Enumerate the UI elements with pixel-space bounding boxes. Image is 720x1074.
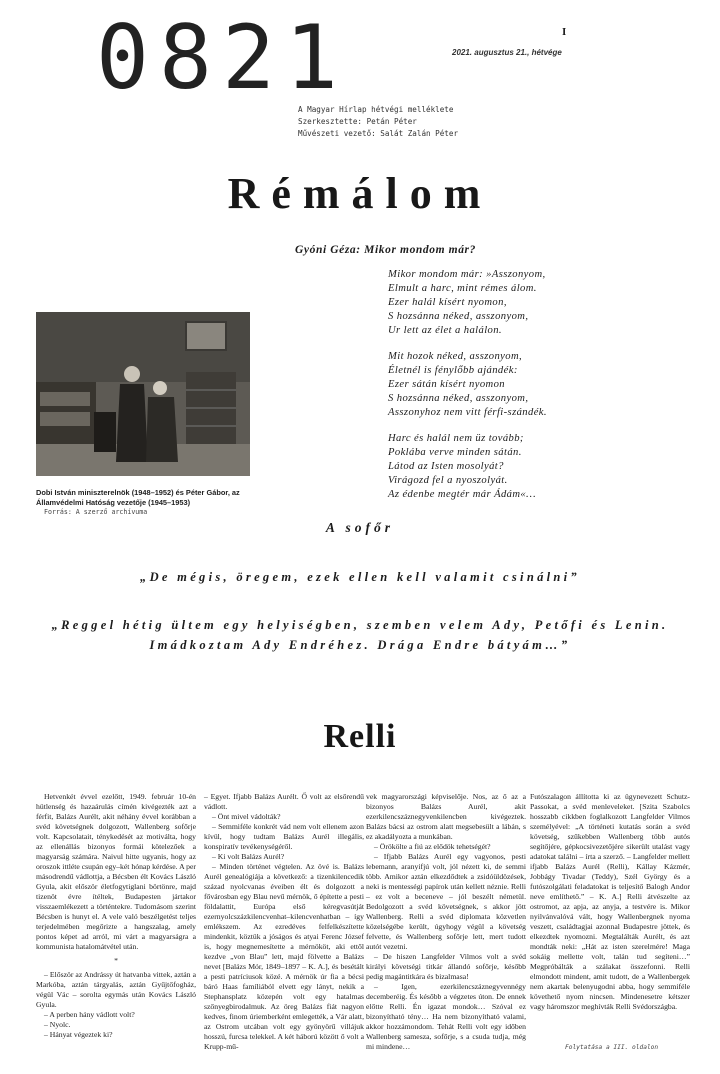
article-paragraph: – Minden történet végtelen. Az övé is. Balázs Aurél genealógiája a következő: a tizenkilencedik század nyolcvanas éveiben élt és dolgozott a fővárosban egy Blau nevű mérnök, ő építette a pesti földalattit, Európa első kéregvasútját ezernyolcszázkilencvenhat–kilencvenhatban – így emlékszem. Az ezredéves felfelkészítette mindenkit, köztük a jóságos és atyai Ferenc József is, hogy megnemesítette a mérnököt, aki ettől kezdve „von Blau” lett, majd fölvette a Balázs nevet [Balázs Mór, 1849–1897 – K. A.], és besétált a pesti patríciusok közé. A mérnök úr fia a bécsi báró Haas famíliából elvett egy lányt, nekik a Stephansplatz közepén volt egy hatalmas szőnyegbirodalmuk. Az öreg Balázs fiát nagyon kedves, finom úriemberként emlegették, a Vár alatt, az Ostrom utcában volt egy gyönyörű villájuk hosszú, furcsa telekkel. A két háború között ő volt a Krupp-mű- — [204, 862, 364, 1051]
continuation-note: Folytatása a III. oldalon — [565, 1044, 659, 1051]
article-paragraph: – Ki volt Balázs Aurél? — [212, 852, 285, 861]
poem-line: Ezer sátán kísért nyomon — [388, 379, 505, 390]
article-column-1 — [36, 792, 196, 1040]
poem — [388, 268, 547, 514]
issue-date: 2021. augusztus 21., hétvége — [452, 48, 562, 57]
main-title: Rémálom — [227, 169, 493, 218]
article-paragraph: Hetvenkét évvel ezelőtt, 1949. február 10-én hütlenség és hazaárulás címén kivégezték azt a férfit, Balázs Aurélt, akit néhány évvel korábban a svéd követségnek dolgozott, Wallenberg sofőrje volt. Kapcsolatait, ténykedését az motiválta, hogy az ellenállás bizonyos formái kötelezőek a magyarság számára. Naivul hitte ugyanis, hogy az oroszok ittléte csupán egy–két hónap kérdése. A per másodrendű vádlottja, a Bécsben élt Kovács László Gyula, akit először életfogytiglani börtönre, majd tizenöt évre ítéltek, Budapesten jártakor visszaemlékezett a történtekre. Tudomásom szerint Bécsben is hunyt el. A vele való beszélgetést teljes terjedelmében megőrizte a hangszalag, amely pontos képet ad arról, mi várt a magyarságra a kommunista hatalomátvétel után. — [36, 792, 196, 951]
poem-line: S hozsánna néked, asszonyom, — [388, 311, 529, 322]
poem-stanza — [388, 432, 547, 502]
poem-line: Virágozd fel a nyoszolyát. — [388, 475, 508, 486]
poem-line: Harc és halál nem üz tovább; — [388, 433, 524, 444]
article-paragraph: vek magyarországi képviselője. Nos, az ő az a bizonyos Balázs Aurél, akit ezerkilencszáznegyvenkilencben kivégeztek. Balázs bácsi az ostrom alatt megsebesült a lábán, s ez akadályozta a munkában. — [366, 792, 526, 841]
article-paragraph: – De hiszen Langfelder Vilmos volt a svéd királyi követségi titkár állandó sofőrje, később pedig magántitkára és bizalmasa! — [366, 952, 526, 981]
article-column-3 — [366, 792, 526, 1052]
credit-line-editor: Szerkesztette: Petán Péter — [298, 117, 417, 126]
credits — [298, 104, 458, 140]
photo-illustration — [36, 312, 250, 476]
poem-stanza — [388, 350, 547, 420]
article-paragraph: – Igen, ezerkilencszáznegyvennégy decemberéig. És később a végzetes úton. De ennek előtte Relli. Én igazat mondok… Szóval ez bizonyítható tény… Ha nem bizonyítható valami, akkor hozzámondom. Tehát Relli volt egy időben Wallenberg samesza, sofőrje, s a csuda tudja, még mi mindene… — [366, 982, 526, 1051]
poem-line: Poklába verve minden sátán. — [388, 447, 522, 458]
poem-line: Ezer halál kísért nyomon, — [388, 297, 507, 308]
pull-quote: „Reggel hétig ültem egy helyiségben, szemben velem Ady, Petőfi és Lenin. Imádkoztam Ady Endréhez. Drága Endre bátyám…” — [51, 618, 669, 652]
poem-line: Elmult a harc, mint rémes álom. — [388, 283, 537, 294]
article-paragraph: – Semmiféle konkrét vád nem volt ellenem azon kívül, hogy tudtam Balázs Aurél illegális, konspiratív tevékenységéről. — [204, 822, 364, 851]
poem-line: S hozsánna néked, asszonyom, — [388, 393, 529, 404]
article-paragraph: – Először az Andrássy út hatvanba vittek, aztán a Markóba, aztán tárgyalás, aztán Gyűjtőfogház, végül Vác – sorolta egymás után Kovács László Gyula. — [36, 970, 196, 1009]
credit-line-art-director: Művészeti vezető: Salát Zalán Péter — [298, 129, 459, 138]
section-divider-star: * — [114, 956, 118, 965]
poem-line: Látod az Isten mosolyát? — [388, 461, 504, 472]
poem-stanza — [388, 268, 547, 338]
poem-line: Mikor mondom már: »Asszonyom, — [388, 269, 546, 280]
article-paragraph: – Önt mivel vádolták? — [212, 812, 281, 821]
poem-line: Életnél is fénylőbb ajándék: — [388, 365, 518, 376]
poem-line: Mit hozok néked, asszonyom, — [388, 351, 523, 362]
masthead-number: 0821 — [96, 6, 348, 109]
page-numeral: I — [562, 26, 567, 38]
article-paragraph: Futószalagon állította ki az ügynevezett Schutz-Passokat, a svéd menleveleket. [Szita Szabolcs hosszabb cikkben foglalkozott Langfelder Vilmos személyével: „A történeti kutatás során a svéd követség, szűkebben Wallenberg több autós segítőjére, gépkocsivezetőjére sikerült utalást vagy adatokat találni – írta a szerző. – Langfelder mellett ifjabb Balázs Aurél (Relli), Kállay Kázmér, Jobbágy Tivadar (Teddy), Szél György és a futószolgálati feladatokat is teljesítő Balogh Andor neve említhető.” – K. A.] Relli átvészelte az ostromot, az apja, az anyja, a testvére is. Mikor nyilvánvalóvá vált, hogy Wallenbergnek nyoma veszett, családtagjai azonnal Budapestre jöttek, és elkezdtek nyomozni. Megtalálták Aurélt, és azt mondták neki: „Hát az isten szerelmére! Maga sokáig mellette volt, talán tud segíteni…” Megpróbálták a szálakat összefonni. Relli elmondott mindent, amit tudott, de a Wallenbergek nem akartak belenyugodni abba, hogy semmiféle követhető nyom nincsen. Mindenesetre kétszer vagy háromszor meghívták Relli Svédországba. — [530, 792, 690, 1011]
article-column-4 — [530, 792, 690, 1012]
pull-quote: „De mégis, öregem, ezek ellen kell valamit csinálni” — [140, 570, 580, 584]
poem-line: Az édenbe megtér már Ádám«… — [388, 489, 536, 500]
article-paragraph: – Ifjabb Balázs Aurél egy vagyonos, pesti lebemann, aranyifjú volt, jól nézett ki, de semmi több. Amikor aztán elkezdődtek a zsidóüldözések, neki is mentességi papírok után kellett néznie. Relli – ez volt a beceneve – jól beszélt németül. Bedolgozott a svéd követségnek, s akkor jött Wallenberg. Relli a svéd diplomata közvetlen közelségébe került, úgyhogy végül a követség felvette, és Wallenberg sofőrje lett, mert tudott autót vezetni. — [366, 852, 526, 951]
article-column-2 — [204, 792, 364, 1052]
article-paragraph: – Egyet. Ifjabb Balázs Aurélt. Ő volt az elsőrendű vádlott. — [204, 792, 364, 811]
article-paragraph: – Hányat végeztek ki? — [44, 1030, 113, 1039]
article-paragraph: – A perben hány vádlott volt? — [44, 1010, 135, 1019]
section-heading: A sofőr — [325, 520, 395, 535]
photo-source: Forrás: A szerző archívuma — [44, 508, 148, 516]
credit-line-supplement: A Magyar Hírlap hétvégi melléklete — [298, 105, 454, 114]
poem-line: Asszonyhoz nem vitt férfi-szándék. — [388, 407, 547, 418]
photo-caption: Dobi István miniszterelnök (1948–1952) és Péter Gábor, az Államvédelmi Hatóság vezetője (1945–1953) — [36, 488, 240, 507]
article-title: Relli — [323, 718, 397, 755]
article-paragraph: – Nyolc. — [44, 1020, 71, 1029]
poem-heading: Gyóni Géza: Mikor mondom már? — [295, 244, 476, 256]
article-paragraph: – Örökölte a fiú az elődök tehetségét? — [374, 842, 491, 851]
historical-photo — [36, 312, 250, 476]
poem-line: Ur lett az élet a halálon. — [388, 325, 502, 336]
